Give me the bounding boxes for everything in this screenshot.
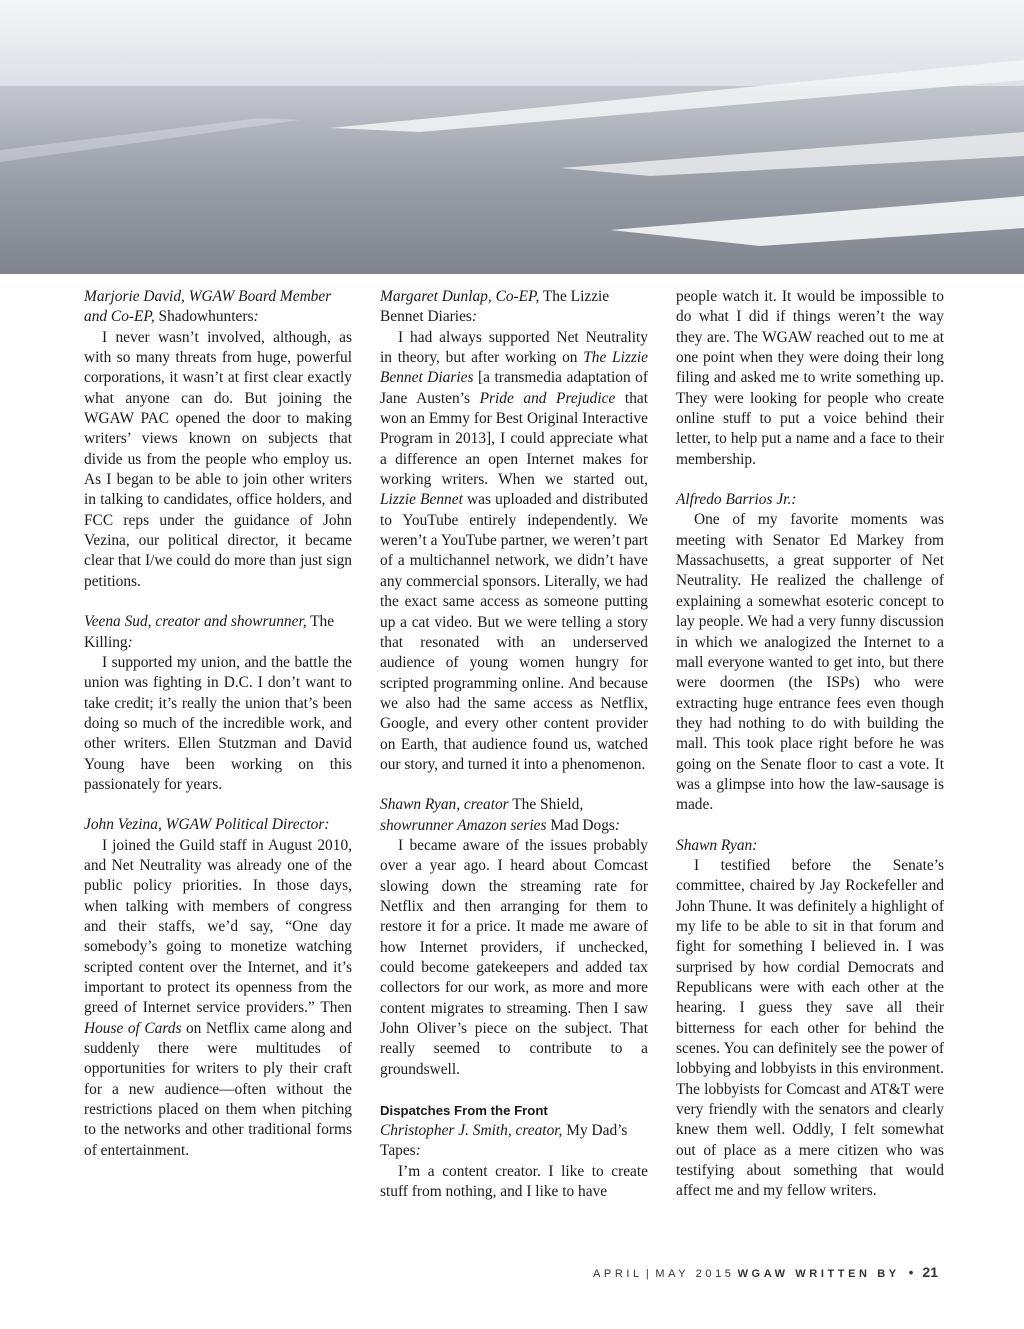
issue-month: APRIL	[592, 1268, 643, 1280]
book-title: Pride and Prejudice	[479, 389, 616, 407]
speaker-name: Margaret Dunlap, Co-EP,	[380, 288, 540, 305]
speaker-role: , showrunner Amazon series	[380, 796, 584, 834]
show-title: The Lizzie Bennet Diaries	[380, 288, 610, 326]
heading-colon: :	[471, 308, 478, 326]
issue-date: MAY 2015	[655, 1268, 735, 1280]
speaker-heading	[676, 490, 944, 510]
heading-colon: :	[614, 816, 621, 834]
article-column-2	[380, 287, 648, 1202]
road-photo-icon	[0, 0, 1024, 274]
paragraph: I’m a content creator. I like to create stuff from nothing, and I like to have	[380, 1162, 648, 1201]
heading-colon: :	[415, 1142, 421, 1160]
show-title: Shadowhunters	[158, 308, 254, 326]
speaker-name: Christopher J. Smith, creator,	[380, 1122, 563, 1140]
article-column-1	[84, 287, 352, 1161]
show-title: My Dad’s Tapes	[380, 1122, 628, 1160]
page-footer	[593, 1264, 938, 1280]
article-column-3	[676, 287, 944, 1202]
show-title: Mad Dogs	[550, 816, 615, 834]
heading-colon: :	[253, 308, 259, 326]
show-title: The Lizzie Bennet Diaries	[380, 349, 648, 387]
paragraph-text: that won an Emmy for Best Original Interactive Program in 2013], I could appreciate what a difference an open Internet makes for working writers. When we started out,	[380, 389, 649, 489]
speaker-heading	[380, 795, 648, 836]
heading-colon: :	[127, 633, 133, 651]
show-title: Lizzie Bennet	[380, 491, 463, 509]
show-title: The Killing	[84, 613, 335, 651]
speaker-name: John Vezina, WGAW Political Director:	[84, 816, 330, 834]
paragraph-continued: people watch it. It would be impossible to do what I did if things weren’t the way they are. The WGAW reached out to me at one point when they were doing their long filing and asked me to write something up. They were looking for people who create online stuff to put a voice behind their letter, to help put a name and a face to their membership.	[676, 288, 944, 468]
speaker-name: Veena Sud, creator and showrunner,	[84, 613, 307, 631]
hero-road-image	[0, 0, 1024, 274]
speaker-heading	[380, 287, 648, 328]
speaker-heading	[380, 1121, 648, 1162]
speaker-name: Shawn Ryan, creator	[380, 796, 509, 814]
show-title: House of Cards	[84, 1019, 182, 1037]
bullet-icon: •	[908, 1265, 914, 1280]
speaker-name: Marjorie David, WGAW Board Member and Co-EP,	[84, 288, 332, 326]
paragraph-text: was uploaded and distributed to YouTube entirely independently. We weren’t a YouTube partner, we weren’t part of a multichannel network, we didn’t have any commercial sponsors. Literally, we had the exact same access as someone putting up a cat video. But we were telling a story that resonated with an underserved audience of young women hungry for scripted programming online. And because we also had the same access as Netflix, Google, and every other content provider on Earth, that audience found us, watched our story, and turned it into a phenomenon.	[380, 491, 648, 773]
paragraph: I supported my union, and the battle the union was fighting in D.C. I don’t want to take credit; it’s really the union that’s been doing so much of the incredible work, and other writers. Ellen Stutzman and David Young have been working on this passionately for years.	[84, 653, 352, 793]
speaker-heading	[676, 836, 944, 856]
page-number: 21	[922, 1264, 938, 1280]
speaker-name: Alfredo Barrios Jr.:	[676, 491, 797, 509]
speaker-heading	[84, 815, 352, 835]
paragraph: One of my favorite moments was meeting with Senator Ed Markey from Massachusetts, a great supporter of Net Neutrality. He realized the challenge of explaining a somewhat esoteric concept to lay people. We had a very funny discussion in which we analogized the Internet to a mall everyone wanted to get into, but there were doormen (the ISPs) who were extracting huge entrance fees even though they had nothing to do with building the mall. This took place right before he was going on the Senate floor to cast a vote. It was a glimpse into how the law-sausage is made.	[676, 511, 944, 814]
paragraph	[380, 328, 648, 776]
paragraph: I testified before the Senate’s committee, chaired by Jay Rockefeller and John Thune. It was definitely a highlight of my life to be able to sit in that forum and fight for something I believed in. I was surprised by how cordial Democrats and Republicans were with each other at the hearing. I guess they save all their bitterness for each other for behind the scenes. You can definitely see the power of lobbying and lobbyists in this environment. The lobbyists for Comcast and AT&T were very friendly with the senators and clearly knew them well. Oddly, I felt somewhat out of place as a mere citizen who was testifying about something that would affect me and my fellow writers.	[676, 856, 944, 1200]
speaker-name: Shawn Ryan:	[676, 836, 758, 854]
paragraph-text: I had always supported Net Neutrality in theory, but after working on	[380, 328, 648, 367]
speaker-heading	[84, 612, 352, 653]
paragraph: I became aware of the issues probably over a year ago. I heard about Comcast slowing down the streaming rate for Netflix and then arranging for them to restore it for a price. It made me aware of how Internet providers, if unchecked, could become gatekeepers and added tax collectors for our work, as more and more content migrates to streaming. Then I saw John Oliver’s piece on the subject. That really seemed to contribute to a groundswell.	[380, 836, 648, 1078]
section-subhead: Dispatches From the Front	[380, 1103, 548, 1119]
magazine-name: WGAW WRITTEN BY	[737, 1268, 900, 1280]
speaker-heading	[84, 287, 352, 328]
show-title: The Shield	[512, 796, 580, 814]
paragraph	[84, 836, 352, 1162]
paragraph-text: on Netflix came along and suddenly there were multitudes of opportunities for writers to ply their craft for a new audience—often without the restrictions placed on them when pitching to the networks and other traditional forms of entertainment.	[84, 1019, 352, 1159]
paragraph: I never wasn’t involved, although, as with so many threats from huge, powerful corporations, it wasn’t at first clear exactly what anyone can do. But joining the WGAW PAC opened the door to making writers’ views known on subjects that divide us from the people who employ us. As I began to be able to join other writers in talking to candidates, office holders, and FCC reps under the guidance of John Vezina, our political director, it became clear that I/we could do more than just sign petitions.	[84, 328, 352, 590]
paragraph-text: [a transmedia adaptation of Jane Austen’s	[380, 369, 649, 407]
footer-separator: |	[645, 1268, 653, 1280]
paragraph-text: I joined the Guild staff in August 2010, and Net Neutrality was already one of the public policy priorities. In those days, when talking with members of congress and their staffs, we’d say, “One day somebody’s going to monetize watching scripted content over the Internet, and it’s important to protect its openness from the greed of Internet service providers.” Then	[84, 836, 352, 1017]
